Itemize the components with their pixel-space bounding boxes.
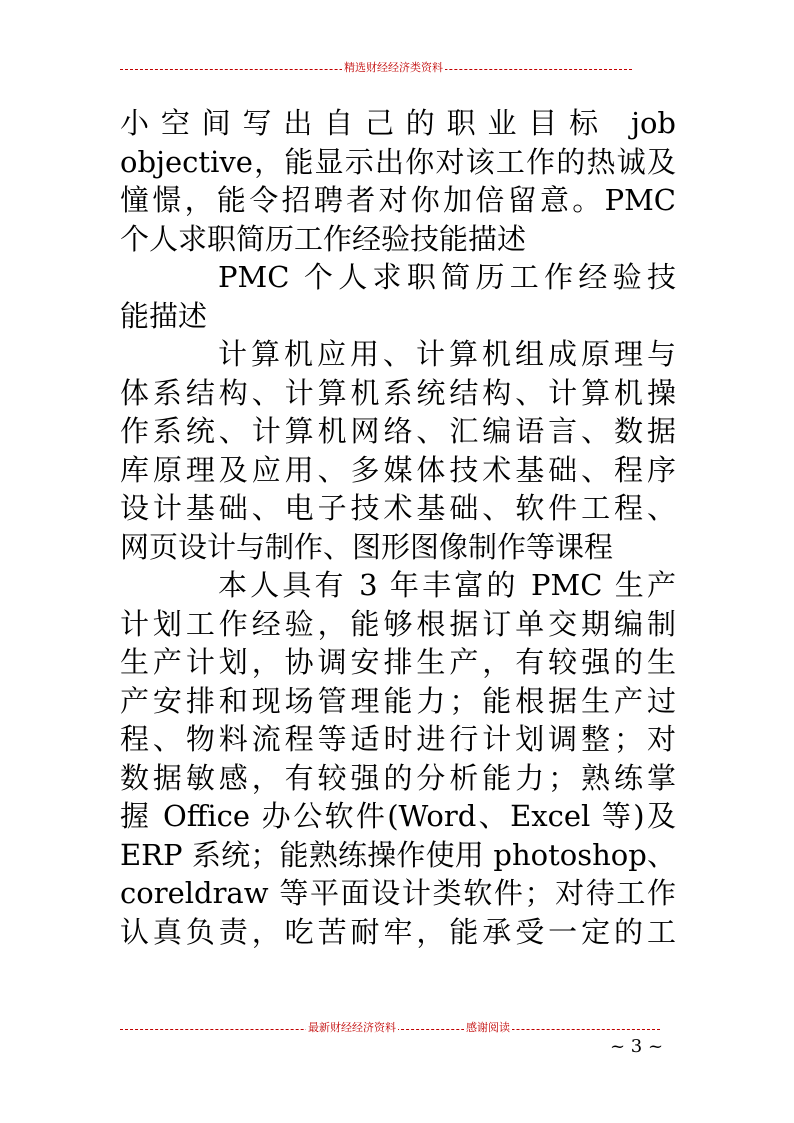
text-line: 网页设计与制作、图形图像制作等课程 (120, 529, 614, 564)
page-header (120, 60, 632, 76)
text-line: 个人求职简历工作经验技能描述 (120, 221, 527, 256)
text-line: 本人具有 3 年丰富的 PMC 生产 (218, 568, 676, 602)
text-line: 握 Office 办公软件(Word、Excel 等)及 (120, 799, 676, 833)
paragraph-heading (120, 258, 676, 335)
text-line: 生产计划，协调安排生产，有较强的生 (120, 645, 676, 679)
footer-right-text: 感谢阅读 (466, 1021, 510, 1034)
text-line: 计算机应用、计算机组成原理与 (218, 337, 676, 371)
text-line: ERP 系统；能熟练操作使用 photoshop、 (120, 837, 676, 872)
text-line: 程、物料流程等适时进行计划调整；对 (120, 722, 676, 756)
text-line: 体系结构、计算机系统结构、计算机操 (120, 375, 676, 410)
text-line: 库原理及应用、多媒体技术基础、程序 (120, 452, 676, 487)
text-line: objective，能显示出你对该工作的热诚及 (120, 144, 676, 179)
text-line: 作系统、计算机网络、汇编语言、数据 (120, 414, 676, 448)
text-line: PMC 个人求职简历工作经验技 (218, 260, 676, 294)
paragraph-intro (120, 104, 676, 258)
header-text: 精选财经经济类资料 (344, 61, 443, 74)
text-line: 数据敏感，有较强的分析能力；熟练掌 (120, 760, 676, 795)
text-line: 憧憬，能令招聘者对你加倍留意。PMC (120, 183, 676, 217)
paragraph-courses (120, 335, 676, 566)
paragraph-experience (120, 566, 676, 951)
text-line: 产安排和现场管理能力；能根据生产过 (120, 683, 676, 718)
text-line: 能描述 (120, 298, 208, 333)
text-line: coreldraw 等平面设计类软件；对待工作 (120, 876, 676, 910)
text-line: 小空间写出自己的职业目标 job (120, 106, 676, 140)
page-footer (120, 1020, 660, 1036)
text-line: 计划工作经验，能够根据订单交期编制 (120, 606, 676, 641)
page-number: ~ 3 ~ (610, 1036, 664, 1057)
document-body (120, 104, 676, 951)
text-line: 认真负责，吃苦耐牢，能承受一定的工 (120, 914, 676, 949)
text-line: 设计基础、电子技术基础、软件工程、 (120, 491, 676, 525)
footer-left-text: 最新财经经济资料 (308, 1021, 396, 1034)
